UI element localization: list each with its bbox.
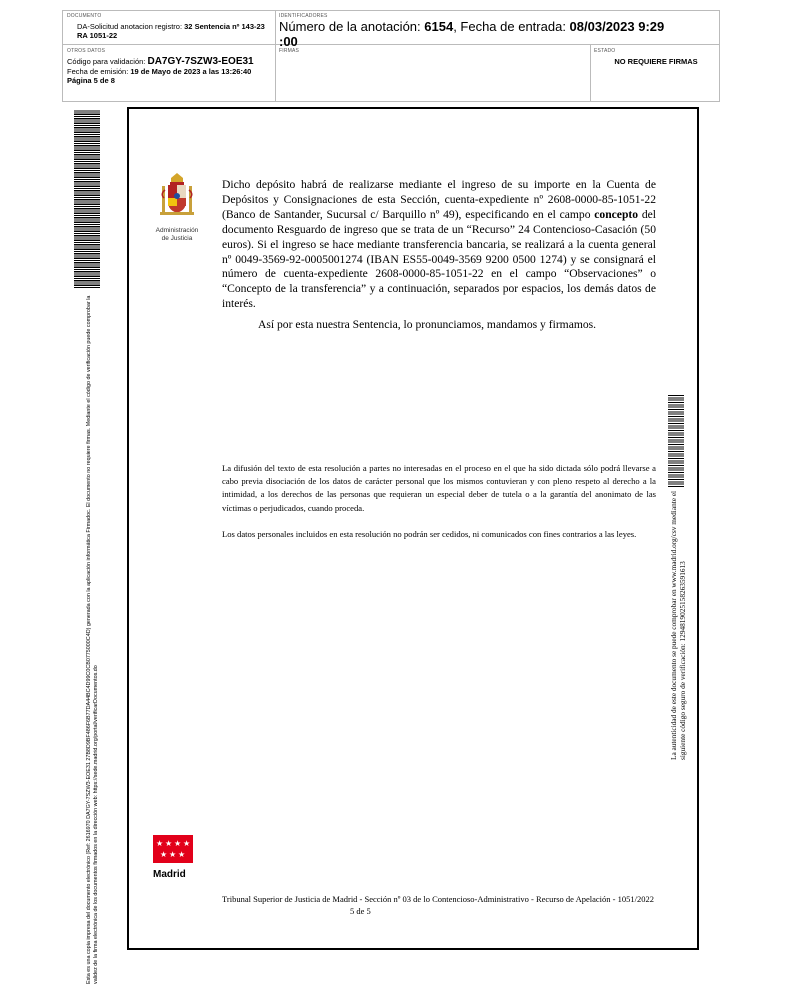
estado-cell	[594, 48, 718, 66]
svg-text:★: ★	[174, 839, 182, 848]
emision-fecha: 19 de Mayo de 2023 a las 13:26:40	[130, 67, 252, 76]
footer	[222, 893, 656, 917]
svg-text:★: ★	[183, 839, 191, 848]
anotacion-number: 6154	[424, 19, 454, 34]
firmas-cell	[279, 48, 579, 54]
p1-text-a: Dicho depósito habrá de realizarse mediante el ingreso de su importe en la Cuenta de Depósitos y Consignaciones de esta Sección, cuenta-expediente nº 2608-0000-85-1051-22 (Banco de Santander, Sucursal c/ Barquillo nº 49), especificando en el campo	[222, 178, 656, 221]
documento-label: DOCUMENTO	[67, 13, 102, 19]
header-box	[62, 10, 720, 102]
p1-bold: concepto	[594, 207, 639, 221]
paragraph-firma: Así por esta nuestra Sentencia, lo pronunciamos, mandamos y firmamos.	[258, 318, 597, 331]
p1-text-b: del documento Resguardo de ingreso que se trata de un “Recurso” 24 Contencioso-Casación (50 euros). Si el ingreso se hace mediante transferencia bancaria, se realizará a la cuenta general nº 0049-3569-92-0005001274 (IBAN ES55-0049-3569 9200 0500 1274) y se consignará el número de cuenta-expediente 2608-0000-85-1051-22 en el campo “Observaciones” o “Concepto de la transferencia” y a continuación, separados por espacios, los demás datos de interés.	[222, 207, 656, 311]
footer-line: Tribunal Superior de Justicia de Madrid - Sección nº 03 de lo Contencioso-Administrativo - Recurso de Apelación - 1051/2022	[222, 894, 654, 904]
madrid-text: Madrid	[153, 869, 186, 880]
coat-of-arms-icon	[158, 172, 196, 222]
otros-datos-cell	[67, 48, 272, 85]
entrada-fecha: 08/03/2023 9:29	[569, 19, 665, 34]
documento-bold: 32 Sentencia nº 143-23 RA 1051-22	[77, 22, 265, 40]
logo-line2: de Justicia	[161, 234, 193, 242]
validacion-prefix: Código para validación:	[67, 57, 148, 66]
estado-label: ESTADO	[594, 48, 616, 54]
svg-text:★: ★	[160, 850, 168, 859]
right-margin-text: La autenticidad de este documento se puede comprobar en www.madrid.org/csv mediante el siguiente código seguro de verificación: 1294819025158263591613	[669, 490, 687, 760]
paragraph-deposito	[222, 178, 656, 312]
emision-prefix: Fecha de emisión:	[67, 67, 131, 76]
validacion-code: DA7GY-7SZW3-EOE31	[147, 56, 254, 67]
otros-label: OTROS DATOS	[67, 48, 106, 54]
svg-text:★: ★	[156, 839, 164, 848]
estado-value: NO REQUIERE FIRMAS	[614, 57, 698, 66]
entrada-prefix: , Fecha de entrada:	[453, 19, 570, 34]
paragraph-datos: Los datos personales incluidos en esta resolución no podrán ser cedidos, ni comunicados con fines contrarios a las leyes.	[222, 529, 637, 539]
paragraph-difusion: La difusión del texto de esta resolución a partes no interesadas en el proceso en el que ha sido dictada sólo podrá llevarse a cabo previa disociación de los datos de carácter personal que los mismos contuvieran y con pleno respeto al derecho a la intimidad, a los derechos de las personas que requieran un especial deber de tutela o a la garantía del anonimato de las víctimas o perjudicados, cuando proceda.	[222, 463, 656, 513]
pagina-text: Página 5 de 8	[67, 76, 115, 85]
svg-text:★: ★	[178, 850, 186, 859]
logo-line1: Administración	[155, 227, 199, 234]
identificadores-label: IDENTIFICADORES	[279, 13, 328, 19]
footer-page: 5 de 5	[350, 906, 371, 916]
madrid-logo	[153, 835, 197, 880]
anotacion-prefix: Número de la anotación:	[279, 19, 425, 34]
entrada-fecha-2: :00	[279, 34, 298, 49]
justicia-logo	[148, 172, 206, 242]
left-barcode	[74, 110, 100, 288]
right-barcode	[668, 395, 684, 487]
svg-text:★: ★	[169, 850, 177, 859]
svg-text:★: ★	[165, 839, 173, 848]
identificadores-cell	[279, 13, 717, 49]
documento-cell	[67, 13, 272, 40]
madrid-stars-icon	[153, 835, 193, 863]
left-margin-text: Esta es una copia impresa del documento electrónico (Ref: 2616970 DA7GY-7SZW3-EOE31 27B8D9BF486F6B77DA44BC4D99C0CB0775000C4D) generada con la aplicación informática Firmadoc. El documento no requiere firmas. Mediante el código de verificación puede comprobar la validez de la firma electrónica de los documentos firmados en la dirección web: https://sede.madrid.org/portal/verificarDocumentos.do	[86, 295, 99, 984]
documento-text: DA-Solicitud anotacion registro:	[77, 22, 185, 31]
firmas-label: FIRMAS	[279, 48, 300, 54]
